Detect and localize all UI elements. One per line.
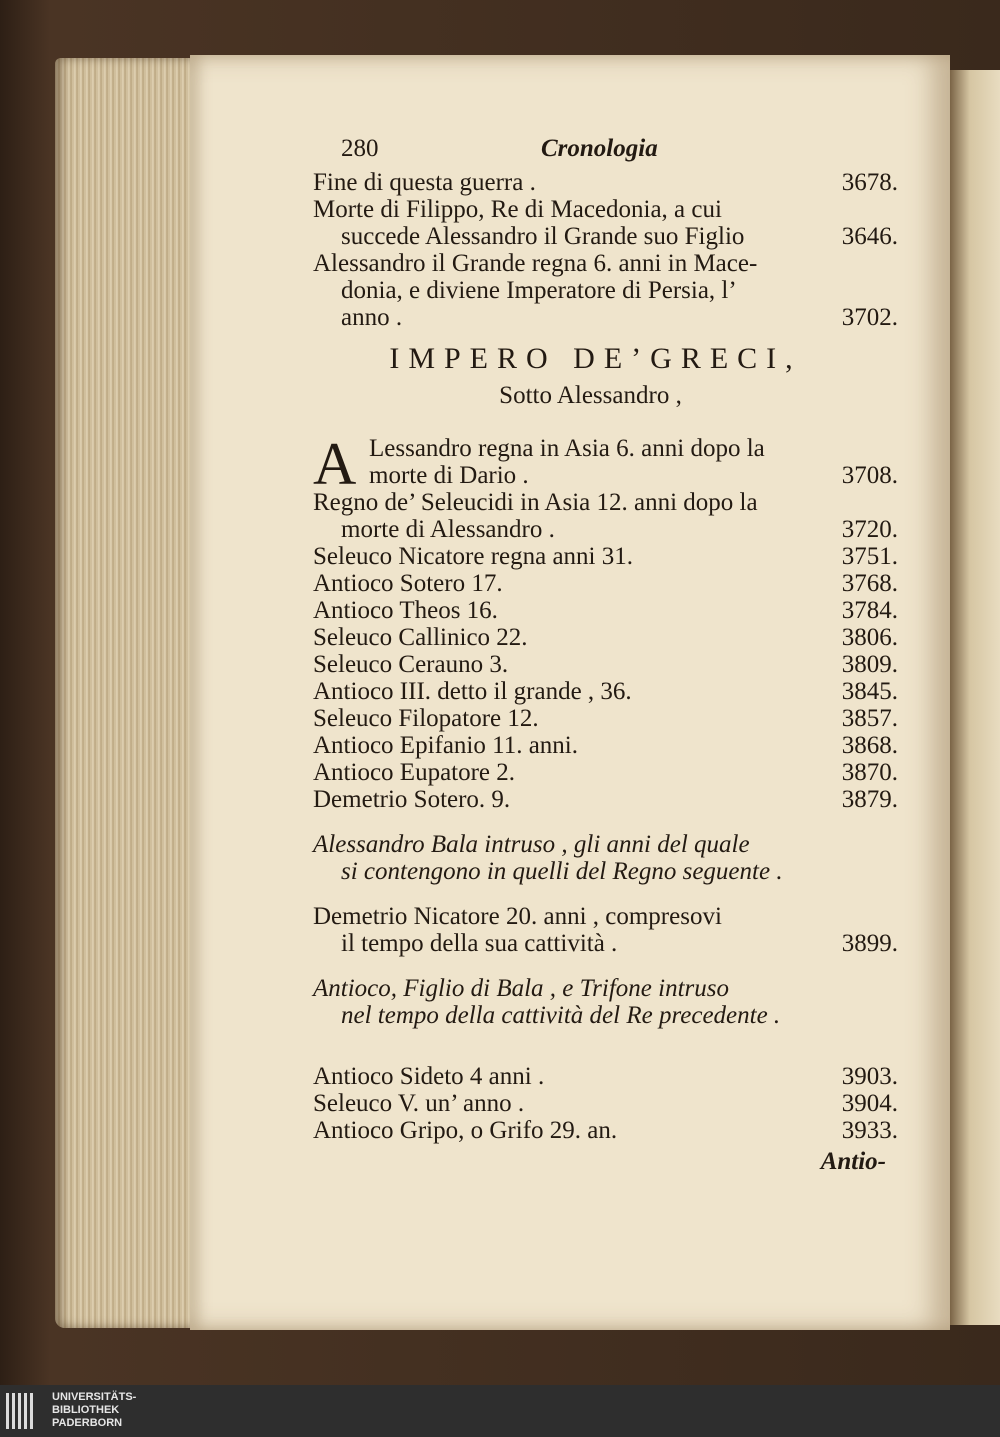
chronology-entry	[313, 732, 898, 759]
section-subtitle: Sotto Alessandro ,	[499, 382, 682, 409]
entry-date: 3809.	[841, 651, 898, 678]
entry-line: Demetrio Nicatore 20. anni , compresovi	[313, 903, 722, 930]
entry-date: 3904.	[841, 1090, 898, 1117]
page-text	[313, 135, 898, 1175]
entry-line: Demetrio Sotero. 9.	[313, 786, 511, 813]
chronology-entry	[313, 597, 898, 624]
entry-line: Antioco Theos 16.	[313, 597, 498, 624]
library-footer	[0, 1385, 1000, 1437]
section-title: IMPERO DE’GRECI,	[389, 342, 802, 375]
entry-line: Antioco Eupatore 2.	[313, 759, 516, 786]
entry-date: 3899.	[841, 930, 898, 957]
entry-date: 3646.	[841, 223, 898, 250]
entry-date: 3879.	[841, 786, 898, 813]
entry-line: Seleuco Filopatore 12.	[313, 705, 539, 732]
entry-line: Antioco III. detto il grande , 36.	[313, 678, 632, 705]
entry-line: Fine di questa guerra .	[313, 169, 536, 196]
entry-line: Morte di Filippo, Re di Macedonia, a cui	[313, 196, 722, 223]
entry-date: 3857.	[841, 705, 898, 732]
catchword: Antio-	[820, 1148, 886, 1175]
chronology-entry	[313, 543, 898, 570]
entry-date: 3933.	[841, 1117, 898, 1144]
spacer	[313, 1047, 898, 1063]
running-title: Cronologia	[541, 135, 658, 162]
entry-line: Regno de’ Seleucidi in Asia 12. anni dopo la	[313, 489, 758, 516]
chronology-entry	[313, 651, 898, 678]
library-name-line: UNIVERSITÄTS-	[52, 1391, 137, 1403]
entry-date: 3702.	[841, 304, 898, 331]
note-line: Alessandro Bala intruso , gli anni del quale	[313, 831, 750, 858]
library-name	[52, 1391, 136, 1430]
entry-line: Antioco Sotero 17.	[313, 570, 503, 597]
entry-line: morte di Dario .	[369, 462, 529, 489]
page-header	[313, 135, 898, 169]
entry-date: 3708.	[841, 462, 898, 489]
chronology-entry	[313, 431, 898, 497]
entry-line: Antioco Gripo, o Grifo 29. an.	[313, 1117, 618, 1144]
chronology-entry	[313, 759, 898, 786]
entry-line: anno .	[341, 304, 403, 331]
chronology-entry	[313, 678, 898, 705]
chronology-entry	[313, 489, 898, 543]
entry-line: Seleuco Callinico 22.	[313, 624, 528, 651]
entry-date: 3870.	[841, 759, 898, 786]
library-name-line: PADERBORN	[52, 1417, 123, 1429]
entry-date: 3868.	[841, 732, 898, 759]
book-page-edges	[55, 58, 195, 1328]
entry-line: Seleuco Cerauno 3.	[313, 651, 509, 678]
italic-note	[313, 831, 898, 885]
chronology-entry	[313, 624, 898, 651]
entry-line: Antioco Sideto 4 anni .	[313, 1063, 545, 1090]
entry-date: 3751.	[841, 543, 898, 570]
entry-line: Seleuco Nicatore regna anni 31.	[313, 543, 634, 570]
chronology-entry	[313, 570, 898, 597]
entry-date: 3784.	[841, 597, 898, 624]
entry-line: donia, e diviene Imperatore di Persia, l’	[341, 277, 737, 304]
entry-date: 3768.	[841, 570, 898, 597]
chronology-entry	[313, 1063, 898, 1090]
library-name-line: BIBLIOTHEK	[52, 1404, 120, 1416]
chronology-entry	[313, 705, 898, 732]
entry-line: il tempo della sua cattività .	[341, 930, 618, 957]
drop-cap: A	[313, 431, 357, 497]
chronology-entry	[313, 169, 898, 196]
library-logo-icon	[6, 1393, 46, 1431]
entry-line: Alessandro il Grande regna 6. anni in Mace-	[313, 250, 758, 277]
facing-page-edge	[950, 70, 1000, 1325]
entry-line: morte di Alessandro .	[341, 516, 555, 543]
note-line: nel tempo della cattività del Re precedente .	[341, 1002, 781, 1029]
entry-date: 3720.	[841, 516, 898, 543]
entry-date: 3903.	[841, 1063, 898, 1090]
entry-line: Antioco Epifanio 11. anni.	[313, 732, 578, 759]
entry-date: 3845.	[841, 678, 898, 705]
chronology-entry	[313, 250, 898, 331]
note-line: si contengono in quelli del Regno seguente .	[341, 858, 783, 885]
entry-line: succede Alessandro il Grande suo Figlio	[341, 223, 745, 250]
italic-note	[313, 975, 898, 1029]
entry-line: Seleuco V. un’ anno .	[313, 1090, 525, 1117]
chronology-entry	[313, 903, 898, 957]
page-number: 280	[341, 135, 379, 162]
chronology-entry	[313, 196, 898, 250]
entry-date: 3678.	[841, 169, 898, 196]
entry-date: 3806.	[841, 624, 898, 651]
chronology-entry	[313, 1117, 898, 1144]
chronology-entry	[313, 1090, 898, 1117]
entry-line: Lessandro regna in Asia 6. anni dopo la	[369, 435, 765, 462]
chronology-entry	[313, 786, 898, 813]
note-line: Antioco, Figlio di Bala , e Trifone intruso	[313, 975, 729, 1002]
